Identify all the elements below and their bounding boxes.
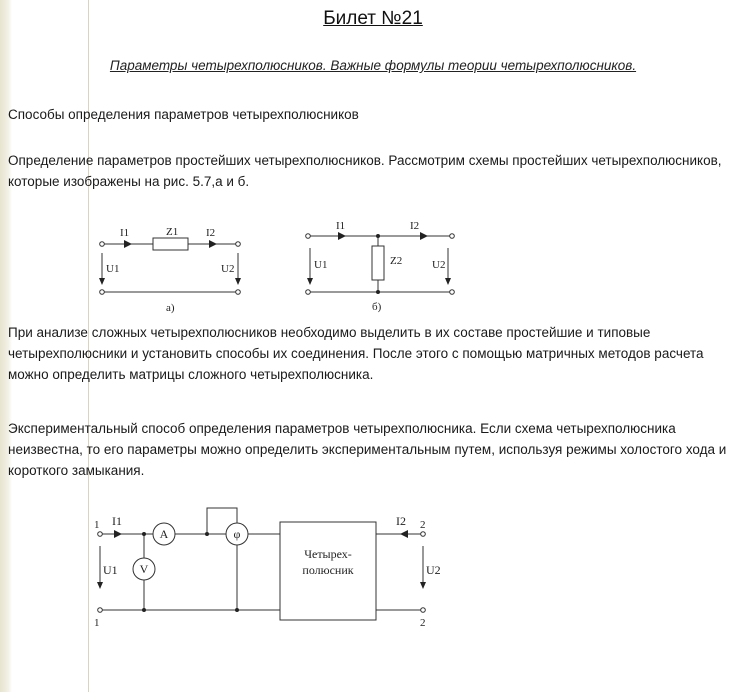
voltage-arrow-u1 [307,278,313,285]
node-label-2-top: 2 [420,519,426,531]
label-u1: U1 [314,259,328,271]
label-i2: I2 [206,227,216,239]
circuit-diagram-a [96,220,246,315]
current-arrow-i2 [400,530,408,538]
figure-b-caption: б) [372,301,382,313]
page-subtitle: Параметры четырехполюсников. Важные формулы теории четырехполюсников. [109,58,637,73]
label-u1: U1 [106,263,120,275]
node-label-2-bottom: 2 [420,617,426,629]
current-arrow-i1 [338,232,346,240]
paragraph-simple-definition: Определение параметров простейших четырехполюсников. Рассмотрим схемы простейших четырехполюсников, которые изображены на рис. 5.7,а и б. [8,153,722,189]
voltage-arrow-u1 [99,278,105,285]
paragraph-complex-analysis: При анализе сложных четырехполюсников необходимо выделить в их составе простейшие и типовые четырехполюсники и установить способы их соединения. После этого с помощью матричных методов расчета можно определить матрицы сложного четырехполюсника. [8,325,704,382]
figure-a-caption: а) [166,302,175,314]
phasemeter-label: φ [233,527,241,541]
ammeter-label: A [159,527,169,541]
paragraph-experimental-method: Экспериментальный способ определения параметров четырехполюсника. Если схема четырехполюсника неизвестна, то его параметры можно определить экспериментальным путем, используя режимы холостого хода и короткого замыкания. [8,421,727,478]
voltmeter-label: V [139,562,149,576]
page-title: Билет №21 [323,8,423,29]
voltage-arrow-u2 [445,278,451,285]
label-u2: U2 [432,259,446,271]
label-u1: U1 [103,563,118,577]
node-label-1-top: 1 [94,519,100,531]
label-i2: I2 [396,514,406,528]
junction-phasemeter [205,532,209,536]
junction-top [376,234,380,238]
label-i1: I1 [336,220,346,232]
node-label-1-bottom: 1 [94,617,100,629]
voltage-arrow-u2 [420,582,426,589]
impedance-z1 [153,238,188,250]
label-u2: U2 [221,263,235,275]
junction-voltmeter-top [142,532,146,536]
voltage-arrow-u1 [97,582,103,589]
paragraph-methods: Способы определения параметров четырехполюсников [8,107,359,122]
current-arrow-i1 [114,530,122,538]
junction-bottom [376,290,380,294]
label-z2: Z2 [390,255,403,267]
label-i2: I2 [410,220,420,232]
current-arrow-i1 [124,240,132,248]
circuit-diagram-b [302,218,462,315]
label-i1: I1 [120,227,130,239]
junction-voltmeter-bottom [142,608,146,612]
current-arrow-i2 [209,240,217,248]
current-arrow-i2 [420,232,428,240]
impedance-z2 [372,246,384,280]
fourpole-label-line2: полюсник [302,563,354,577]
label-i1: I1 [112,514,122,528]
label-z1: Z1 [166,226,179,238]
junction-phasemeter-bottom [235,608,239,612]
voltage-arrow-u2 [235,278,241,285]
circuit-diagram-experimental [92,498,441,638]
fourpole-label-line1: Четырех- [304,547,352,561]
label-u2: U2 [426,563,441,577]
